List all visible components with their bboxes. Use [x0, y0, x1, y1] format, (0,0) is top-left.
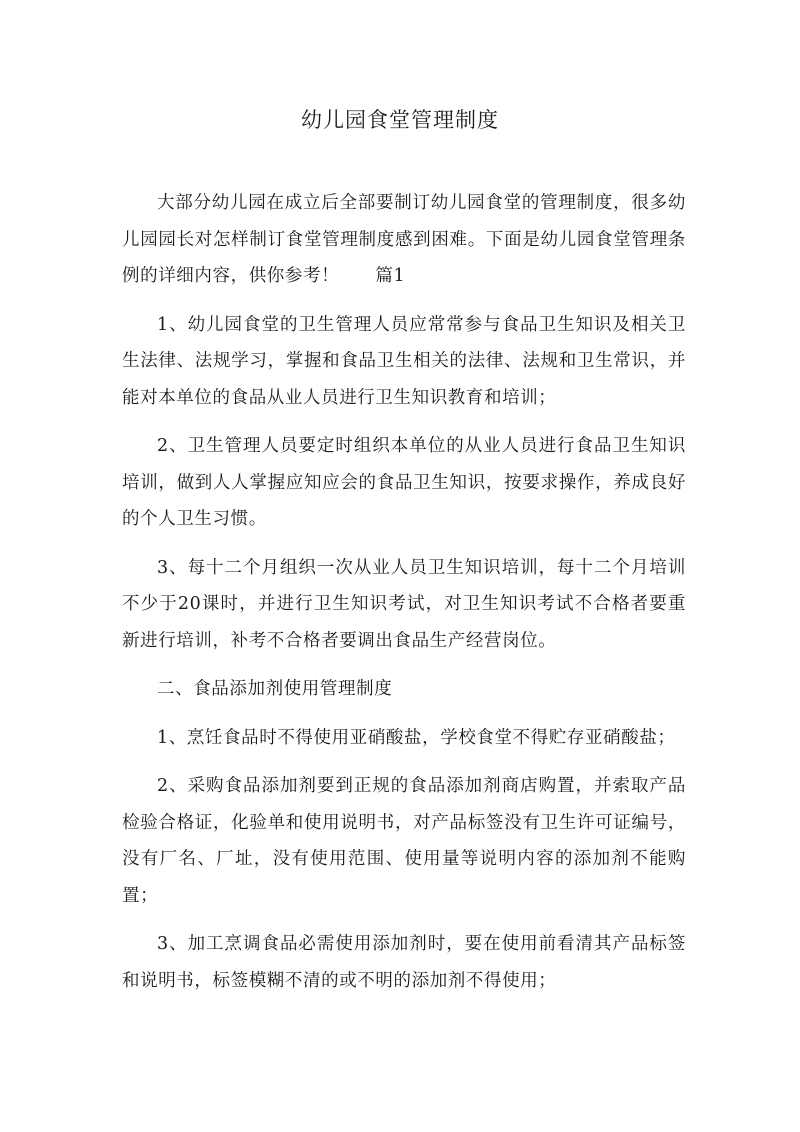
paragraph-additive-2: 2、采购食品添加剂要到正规的食品添加剂商店购置，并索取产品检验合格证，化验单和使用说明书，对产品标签没有卫生许可证编号，没有厂名、厂址，没有使用范围、使用量等说明内容的添加剂不能购置；: [122, 776, 686, 906]
document-title: 幼儿园食堂管理制度: [301, 108, 499, 132]
section-heading-additives: 二、食品添加剂使用管理制度: [157, 679, 393, 699]
paragraph-additive-1: 1、烹饪食品时不得使用亚硝酸盐，学校食堂不得贮存亚硝酸盐；: [157, 727, 676, 748]
paragraph-additive-3: 3、加工烹调食品必需使用添加剂时，要在使用前看清其产品标签和说明书，标签模糊不清的或不明的添加剂不得使用；: [122, 934, 686, 991]
paragraph-1: 1、幼儿园食堂的卫生管理人员应常常参与食品卫生知识及相关卫生法律、法规学习，掌握和食品卫生相关的法律、法规和卫生常识，并能对本单位的食品从业人员进行卫生知识教育和培训；: [122, 314, 686, 408]
paragraph-2: 2、卫生管理人员要定时组织本单位的从业人员进行食品卫生知识培训，做到人人掌握应知应会的食品卫生知识，按要求操作，养成良好的个人卫生习惯。: [122, 436, 686, 529]
intro-paragraph: 大部分幼儿园在成立后全部要制订幼儿园食堂的管理制度，很多幼儿园园长对怎样制订食堂管理制度感到困难。下面是幼儿园食堂管理条例的详细内容，供你参考！ 篇1: [122, 193, 686, 286]
document-body: [122, 185, 686, 1011]
paragraph-3: 3、每十二个月组织一次从业人员卫生知识培训，每十二个月培训不少于20课时，并进行卫生知识考试，对卫生知识考试不合格者要重新进行培训，补考不合格者要调出食品生产经营岗位。: [122, 557, 686, 651]
